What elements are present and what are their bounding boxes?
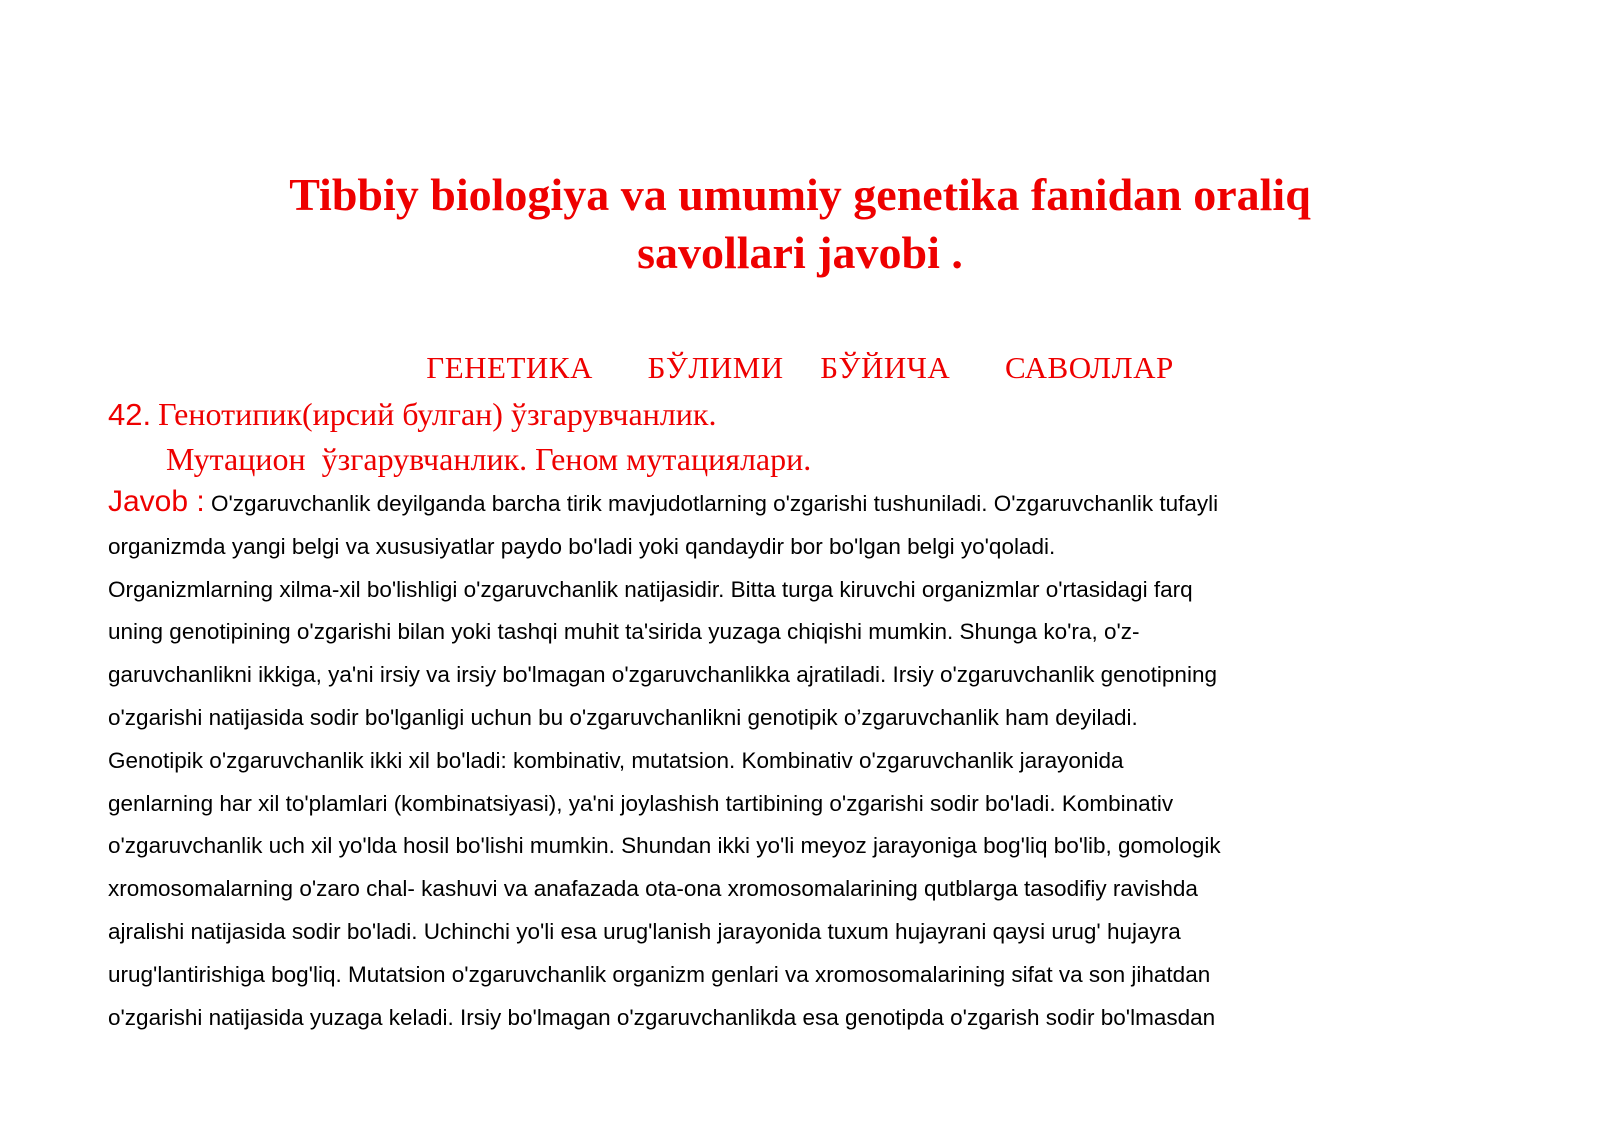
question-number: 42.	[108, 397, 152, 432]
answer-line-text: O'zgaruvchanlik deyilganda barcha tirik mavjudotlarning o'zgarishi tushuniladi. O'zgaruvchanlik tufayli	[211, 491, 1219, 516]
answer-line: o'zgarishi natijasida yuzaga keladi. Irsiy bo'lmagan o'zgaruvchanlikda esa genotipda o'zgarish sodir bo'lmasdan	[108, 1004, 1216, 1030]
answer-line	[108, 481, 1518, 526]
document-title-line-1: Tibbiy biologiya va umumiy genetika fanidan oraliq	[289, 169, 1311, 220]
answer-body	[108, 481, 1518, 1039]
question-line-1: Генотипик(ирсий булган) ўзгарувчанлик.	[158, 396, 717, 432]
answer-label: Javob :	[108, 485, 205, 518]
document-title	[150, 166, 1450, 282]
answer-line: xromosomalarning o'zaro chal- kashuvi va anafazada ota-ona xromosomalarining qutblarga tasodifiy ravishda	[108, 876, 1198, 902]
answer-line: Organizmlarning xilma-xil bo'lishligi o'zgaruvchanlik natijasidir. Bitta turga kiruvchi organizmlar o'rtasidagi farq	[108, 576, 1193, 602]
answer-line: uning genotipining o'zgarishi bilan yoki tashqi muhit ta'sirida yuzaga chiqishi mumkin. Shunga ko'ra, o'z-	[108, 619, 1140, 645]
question-block	[108, 392, 1508, 481]
question-line-2: Мутацион ўзгарувчанлик. Геном мутациялари.	[166, 441, 812, 477]
answer-line: o'zgarishi natijasida sodir bo'lganligi uchun bu o'zgaruvchanlikni genotipik o’zgaruvchanlik ham deyiladi.	[108, 704, 1138, 730]
answer-line: o'zgaruvchanlik uch xil yo'lda hosil bo'lishi mumkin. Shundan ikki yo'li meyoz jarayoniga bog'liq bo'lib, gomologik	[108, 833, 1221, 859]
answer-line: organizmda yangi belgi va xususiyatlar paydo bo'ladi yoki qandaydir bor bo'lgan belgi yo'qoladi.	[108, 533, 1056, 559]
section-heading: ГЕНЕТИКА БЎЛИМИ БЎЙИЧА САВОЛЛАР	[426, 350, 1174, 385]
answer-line: urug'lantirishiga bog'liq. Mutatsion o'zgaruvchanlik organizm genlari va xromosomalarining sifat va son jihatdan	[108, 961, 1211, 987]
answer-line: garuvchanlikni ikkiga, ya'ni irsiy va irsiy bo'lmagan o'zgaruvchanlikka ajratiladi. Irsiy o'zgaruvchanlik genotipning	[108, 662, 1217, 688]
answer-line: genlarning har xil to'plamlari (kombinatsiyasi), ya'ni joylashish tartibining o'zgarishi sodir bo'ladi. Kombinativ	[108, 790, 1174, 816]
answer-line: Genotipik o'zgaruvchanlik ikki xil bo'ladi: kombinativ, mutatsion. Kombinativ o'zgaruvchanlik jarayonida	[108, 747, 1124, 773]
document-title-line-2: savollari javobi .	[637, 227, 963, 278]
answer-line: ajralishi natijasida sodir bo'ladi. Uchinchi yo'li esa urug'lanish jarayonida tuxum hujayrani qaysi urug' hujayra	[108, 918, 1181, 944]
